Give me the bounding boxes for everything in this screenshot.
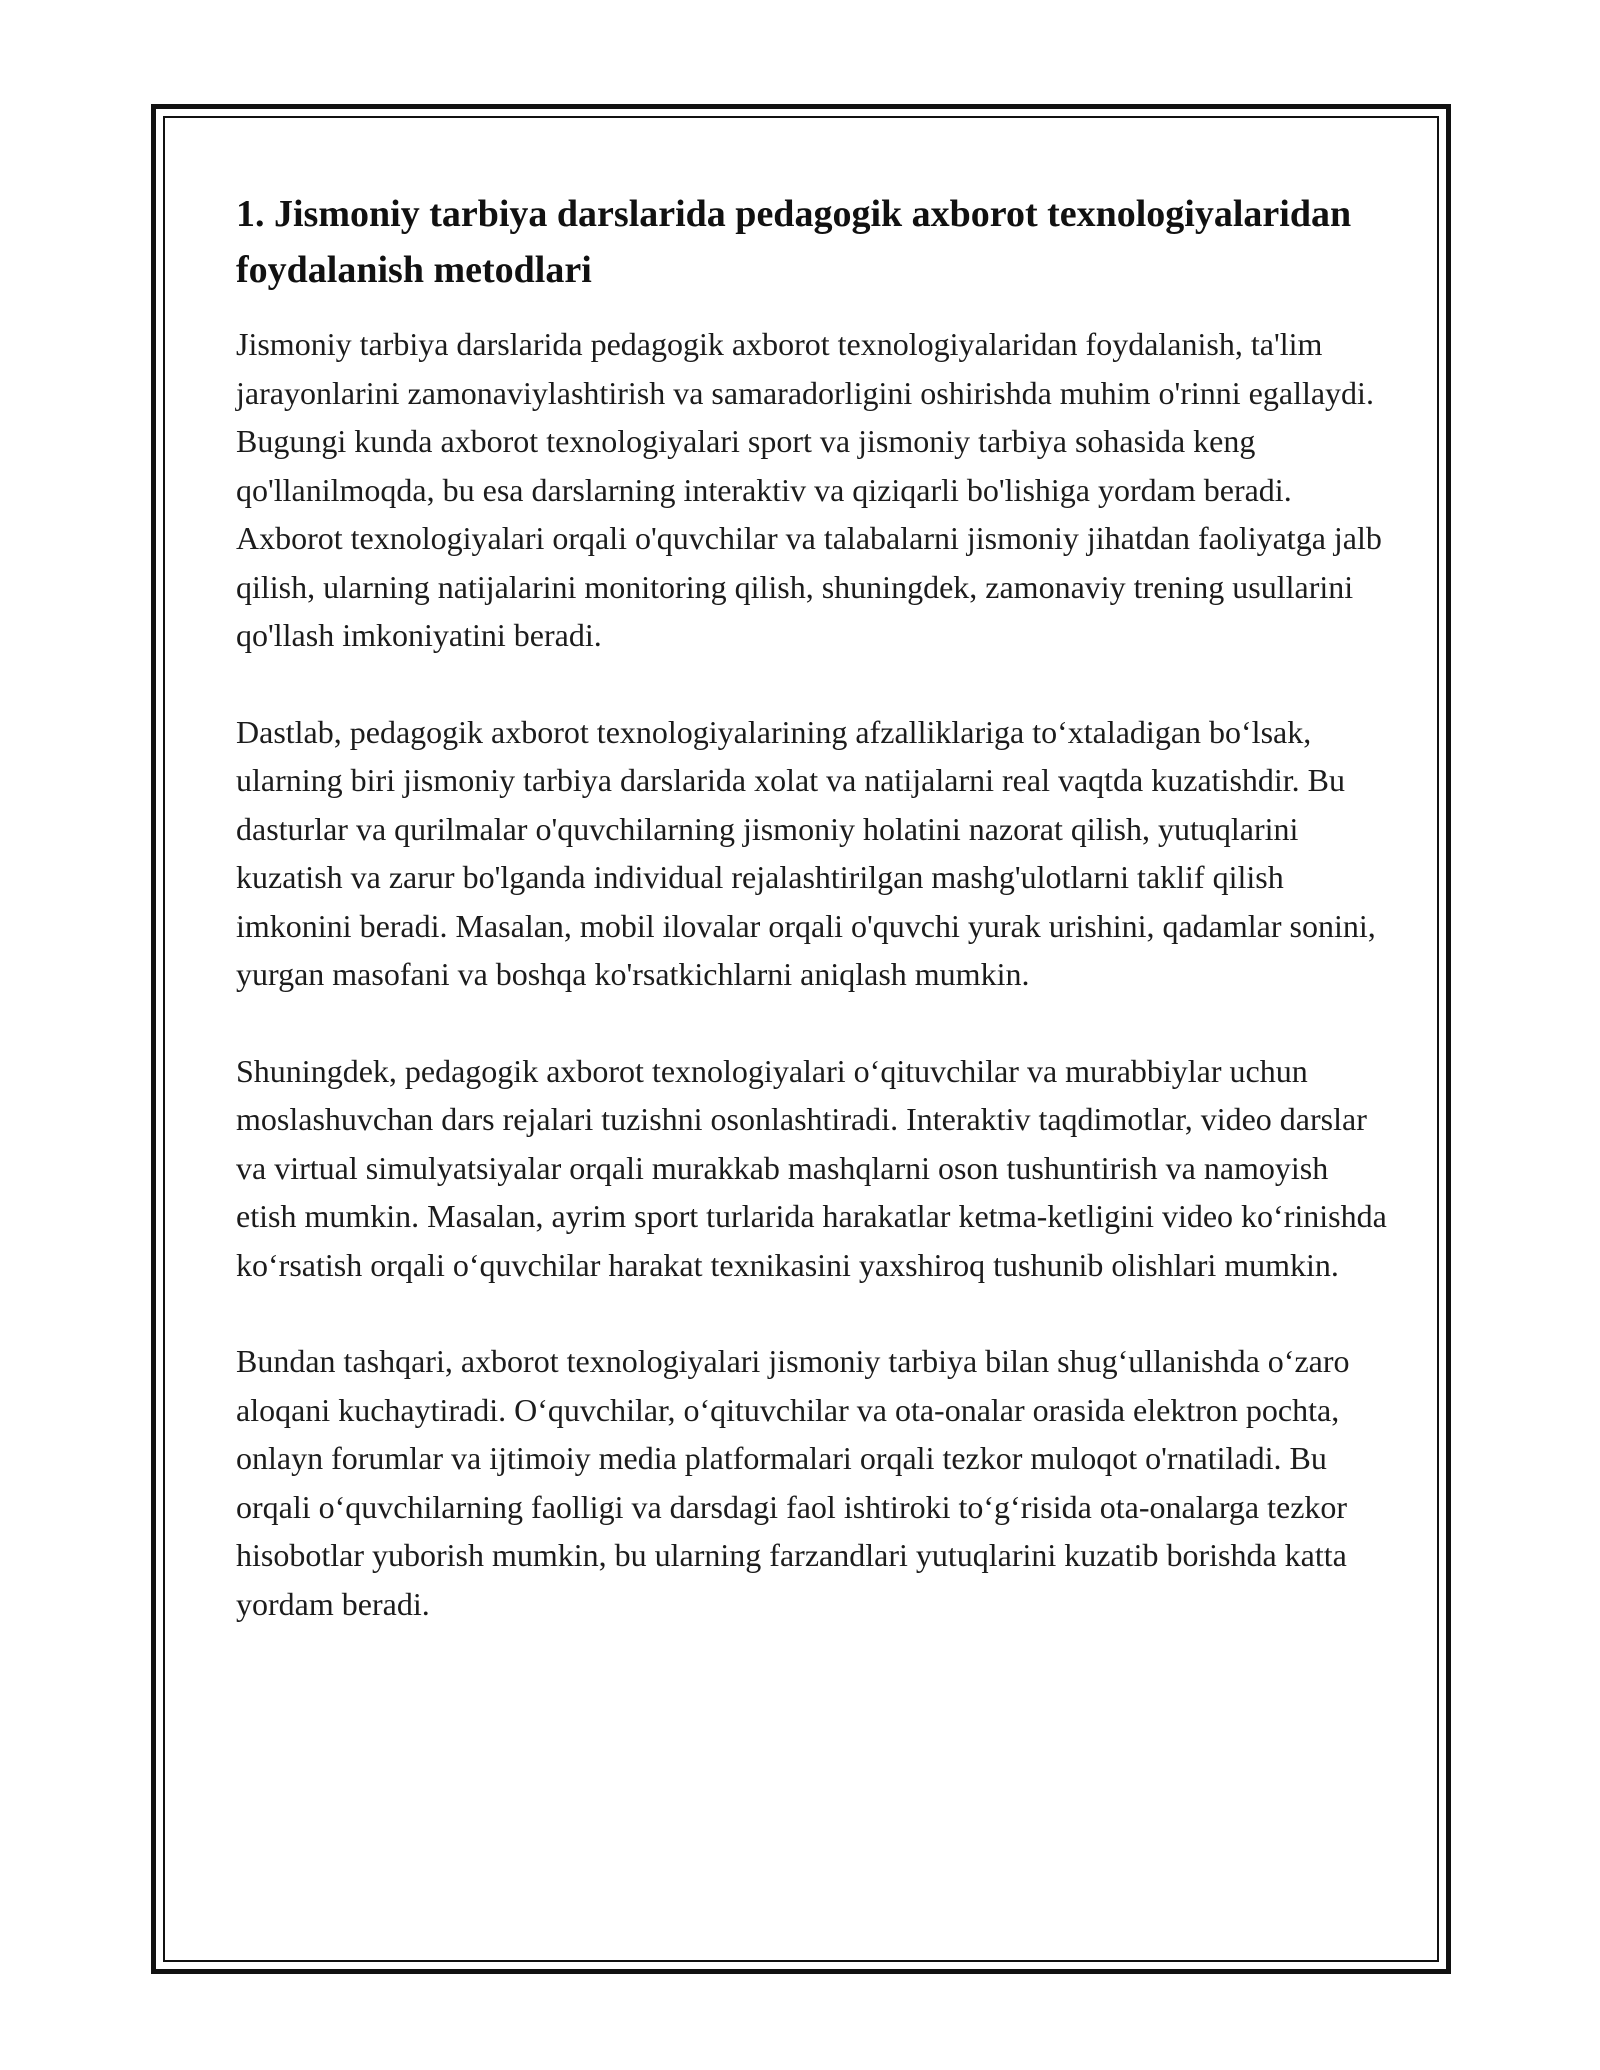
document-body (236, 186, 1396, 1676)
paragraph-communication: Bundan tashqari, axborot texnologiyalari jismoniy tarbiya bilan shug‘ullanishda o‘zaro aloqani kuchaytiradi. O‘quvchilar, o‘qituvchilar va ota-onalar orasida elektron pochta, onlayn forumlar va ijtimoiy media platformalari orqali tezkor muloqot o'rnatiladi. Bu orqali o‘quvchilarning faolligi va darsdagi faol ishtiroki to‘g‘risida ota-onalarga tezkor hisobotlar yuborish mumkin, bu ularning farzandlari yutuqlarini kuzatib borishda katta yordam beradi. (236, 1343, 1350, 1622)
paragraph-intro: Jismoniy tarbiya darslarida pedagogik axborot texnologiyalaridan foydalanish, ta'lim jarayonlarini zamonaviylashtirish va samaradorligini oshirishda muhim o'rinni egallaydi. Bugungi kunda axborot texnologiyalari sport va jismoniy tarbiya sohasida keng qo'llanilmoqda, bu esa darslarning interaktiv va qiziqarli bo'lishiga yordam beradi. Axborot texnologiyalari orqali o'quvchilar va talabalarni jismoniy jihatdan faoliyatga jalb qilish, ularning natijalarini monitoring qilish, shuningdek, zamonaviy trening usullarini qo'llash imkoniyatini beradi. (236, 326, 1382, 653)
section-heading: 1. Jismoniy tarbiya darslarida pedagogik axborot texnologiyalaridan foydalanish metodlari (236, 193, 1352, 291)
paragraph-advantages: Dastlab, pedagogik axborot texnologiyalarining afzalliklariga to‘xtaladigan bo‘lsak, ularning biri jismoniy tarbiya darslarida xolat va natijalarni real vaqtda kuzatishdir. Bu dasturlar va qurilmalar o'quvchilarning jismoniy holatini nazorat qilish, yutuqlarini kuzatish va zarur bo'lganda individual rejalashtirilgan mashg'ulotlarni taklif qilish imkonini beradi. Masalan, mobil ilovalar orqali o'quvchi yurak urishini, qadamlar sonini, yurgan masofani va boshqa ko'rsatkichlarni aniqlash mumkin. (236, 713, 1376, 992)
paragraph-lesson-plans: Shuningdek, pedagogik axborot texnologiyalari o‘qituvchilar va murabbiylar uchun moslashuvchan dars rejalari tuzishni osonlashtiradi. Interaktiv taqdimotlar, video darslar va virtual simulyatsiyalar orqali murakkab mashqlarni oson tushuntirish va namoyish etish mumkin. Masalan, ayrim sport turlarida harakatlar ketma-ketligini video ko‘rinishda ko‘rsatish orqali o‘quvchilar harakat texnikasini yaxshiroq tushunib olishlari mumkin. (236, 1052, 1387, 1283)
